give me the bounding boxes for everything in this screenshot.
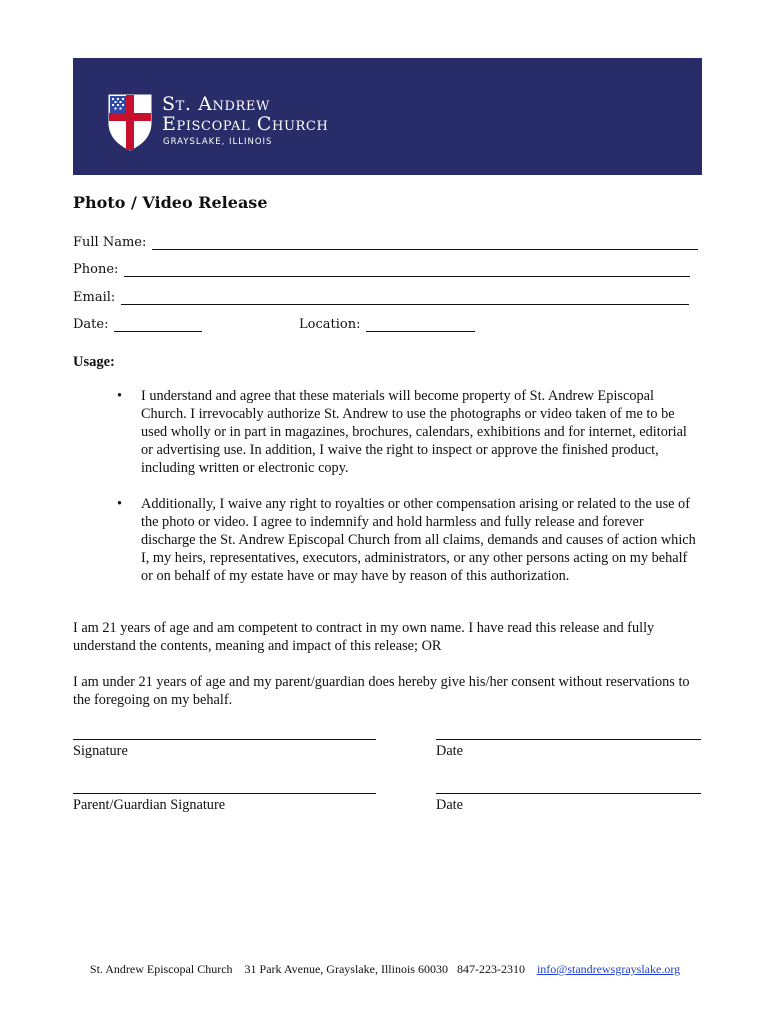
- church-name-line2: Episcopal Church: [162, 113, 329, 135]
- footer-phone: 847-223-2310: [456, 962, 525, 976]
- episcopal-shield-icon: [107, 93, 153, 151]
- full-name-input-line[interactable]: [152, 235, 698, 250]
- form-title: Photo / Video Release: [73, 193, 268, 212]
- bullet-icon: •: [117, 388, 123, 404]
- location-field: [299, 312, 475, 332]
- minor-statement: I am under 21 years of age and my parent/guardian does hereby give his/her consent without reservations to the foregoing on my behalf.: [73, 674, 690, 708]
- signature-label: Signature: [73, 743, 128, 759]
- usage-bullet-text: Additionally, I waive any right to royalties or other compensation arising or related to the use of the photo or video. I agree to indemnify and hold harmless and fully release and forever discharge the St. Andrew Episcopal Church from all claims, demands and causes of action which I, my heirs, representatives, executors, administrators, or any other persons acting on my behalf or on behalf of my estate have or may have by reason of this authorization.: [141, 496, 696, 584]
- list-item: [117, 495, 697, 585]
- email-field: [73, 285, 689, 305]
- phone-input-line[interactable]: [124, 262, 690, 277]
- date-field: [73, 312, 202, 332]
- church-header-banner: [73, 58, 702, 175]
- page-footer: [0, 962, 770, 977]
- date-input-line[interactable]: [114, 317, 202, 332]
- full-name-field: [73, 230, 698, 250]
- email-input-line[interactable]: [121, 290, 689, 305]
- church-location: GRAYSLAKE, ILLINOIS: [163, 137, 273, 147]
- guardian-signature-label: Parent/Guardian Signature: [73, 797, 226, 813]
- location-label: Location:: [299, 317, 361, 332]
- date-label: Date:: [73, 317, 109, 332]
- footer-address: 31 Park Avenue, Grayslake, Illinois 60030: [244, 962, 448, 976]
- usage-bullet-text: I understand and agree that these materials will become property of St. Andrew Episcopal Church. I irrevocably authorize St. Andrew to use the photographs or video taken of me to be used wholly or in part in magazines, brochures, calendars, exhibitions and for internet, editorial or advertising use. In addition, I waive the right to inspect or approve the finished product, including written or electronic copy.: [141, 388, 687, 476]
- footer-email-link[interactable]: info@standrewsgrayslake.org: [536, 962, 681, 976]
- usage-bullet-list: [117, 387, 697, 603]
- phone-label: Phone:: [73, 262, 119, 277]
- footer-org: St. Andrew Episcopal Church: [89, 962, 233, 976]
- guardian-date-line[interactable]: [436, 793, 701, 794]
- bullet-icon: •: [117, 496, 123, 512]
- list-item: [117, 387, 697, 477]
- location-input-line[interactable]: [366, 317, 475, 332]
- phone-field: [73, 257, 690, 277]
- church-name-line1: St. Andrew: [162, 93, 270, 115]
- email-label: Email:: [73, 290, 116, 305]
- adult-statement: I am 21 years of age and am competent to contract in my own name. I have read this release and fully understand the contents, meaning and impact of this release; OR: [73, 620, 655, 654]
- church-name: [162, 94, 328, 134]
- guardian-date-label: Date: [436, 797, 463, 813]
- signature-date-line[interactable]: [436, 739, 701, 740]
- full-name-label: Full Name:: [73, 235, 147, 250]
- signature-line[interactable]: [73, 739, 376, 740]
- usage-heading: Usage:: [73, 354, 115, 370]
- signature-date-label: Date: [436, 743, 463, 759]
- guardian-signature-line[interactable]: [73, 793, 376, 794]
